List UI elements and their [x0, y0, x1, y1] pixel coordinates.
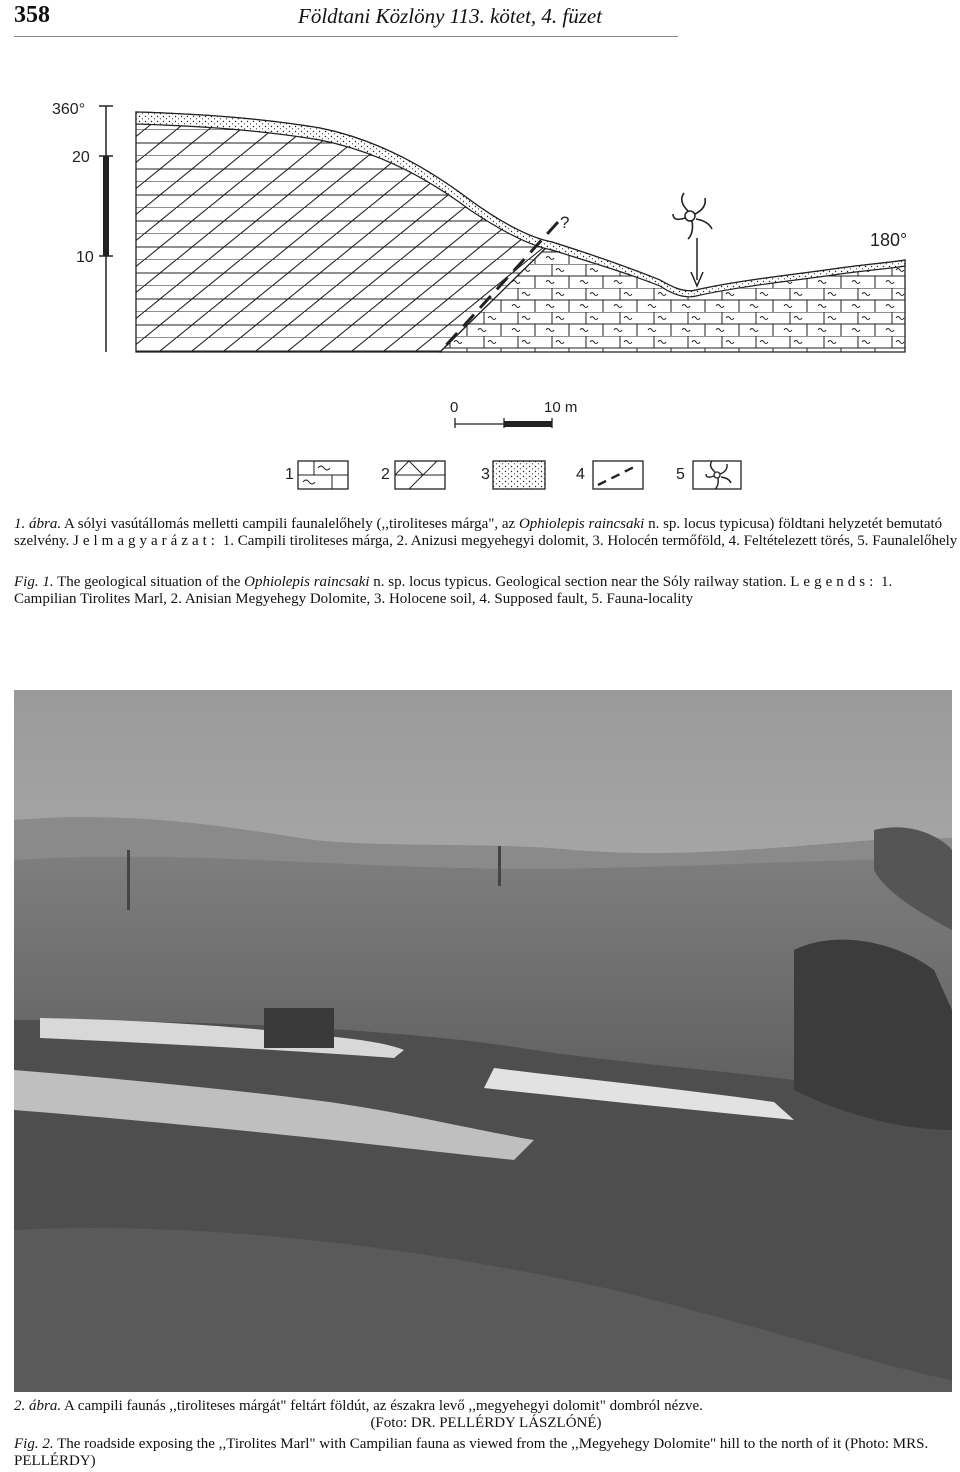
- direction-label-180: 180°: [870, 230, 908, 250]
- page-number: 358: [14, 2, 50, 28]
- fault-question-mark: ?: [560, 213, 570, 232]
- fig2-credit-hungarian: (Foto: DR. PELLÉRDY LÁSZLÓNÉ): [370, 1415, 602, 1431]
- fig2-caption-english: [14, 1436, 958, 1470]
- elevation-scale-segment: [103, 156, 109, 256]
- landscape-photograph: [14, 690, 952, 1392]
- fig1-species-en: Ophiolepis raincsaki: [244, 574, 370, 590]
- elevation-label-20: 20: [72, 149, 90, 166]
- fig2-label-hu: 2. ábra.: [14, 1398, 62, 1414]
- legend-swatch-dolomite: [395, 461, 445, 489]
- fig1-caption-en-text1: The geological situation of the: [57, 574, 241, 590]
- fig1-label-hu: 1. ábra.: [14, 516, 62, 532]
- fig1-label-en: Fig. 1.: [14, 574, 54, 590]
- legend-swatch-soil: [493, 461, 545, 489]
- elevation-label-10: 10: [76, 249, 94, 266]
- geological-section-figure: [0, 0, 960, 500]
- fig2-label-en: Fig. 2.: [14, 1436, 54, 1452]
- legend-number-4: 4: [576, 466, 585, 483]
- fig2-caption-hungarian: [14, 1398, 958, 1415]
- fig1-legend-word-hu: Jelmagyarázat:: [73, 533, 219, 549]
- fauna-locality-icon: [673, 193, 712, 239]
- fig1-caption-hu-text1: A sólyi vasútállomás melletti campili faunalelőhely (,,tiroliteses márga", az: [64, 516, 516, 532]
- fig1-caption-english: [14, 574, 958, 608]
- fig1-species-hu: Ophiolepis raincsaki: [518, 516, 645, 532]
- fig1-caption-hu-text2: n. sp. locus typicusa) földtani helyzetét bemutató szelvény.: [14, 516, 943, 549]
- fig1-caption-en-text3: 1. Campilian Tirolites Marl, 2. Anisian Megyehegy Dolomite, 3. Holocene soil, 4. Supposed fault, 5. Fauna-locality: [14, 574, 893, 607]
- scale-zero: 0: [450, 399, 459, 416]
- legend-swatch-marl: [298, 461, 348, 489]
- fig2-caption-hu-text: A campili faunás ,,tiroliteses márgát" feltárt földút, az északra levő ,,megyehegyi dolomit" dombról nézve.: [64, 1398, 703, 1414]
- horizontal-scale-bar: [455, 418, 552, 428]
- journal-header: Földtani Közlöny 113. kötet, 4. füzet: [298, 4, 603, 28]
- legend-number-1: 1: [285, 466, 294, 483]
- fig2-credit-english: (Photo: MRS. PELLÉRDY): [14, 1436, 929, 1469]
- fig1-caption-en-text2: n. sp. locus typicus. Geological section near the Sóly railway station.: [373, 574, 787, 590]
- legend-number-2: 2: [381, 466, 390, 483]
- legend-swatch-fault: [593, 461, 643, 489]
- elevation-label-360: 360°: [52, 101, 86, 118]
- fig2-caption-en-text: The roadside exposing the ,,Tirolites Marl" with Campilian fauna as viewed from the ,,Megyehegy Dolomite" hill to the north of it: [57, 1436, 842, 1452]
- legend-number-3: 3: [481, 466, 490, 483]
- fig1-caption-hu-text3: 1. Campili tiroliteses márga, 2. Anizusi megyehegyi dolomit, 3. Holocén termőföld, 4. Feltételezett törés, 5. Faunalelőhely: [222, 533, 958, 549]
- legend-number-5: 5: [676, 466, 685, 483]
- legend-swatch-fauna-locality: [693, 461, 741, 489]
- fig1-caption-hungarian: [14, 516, 958, 550]
- fig1-legend-word-en: Legends:: [790, 574, 878, 590]
- scale-10m: 10 m: [544, 399, 578, 416]
